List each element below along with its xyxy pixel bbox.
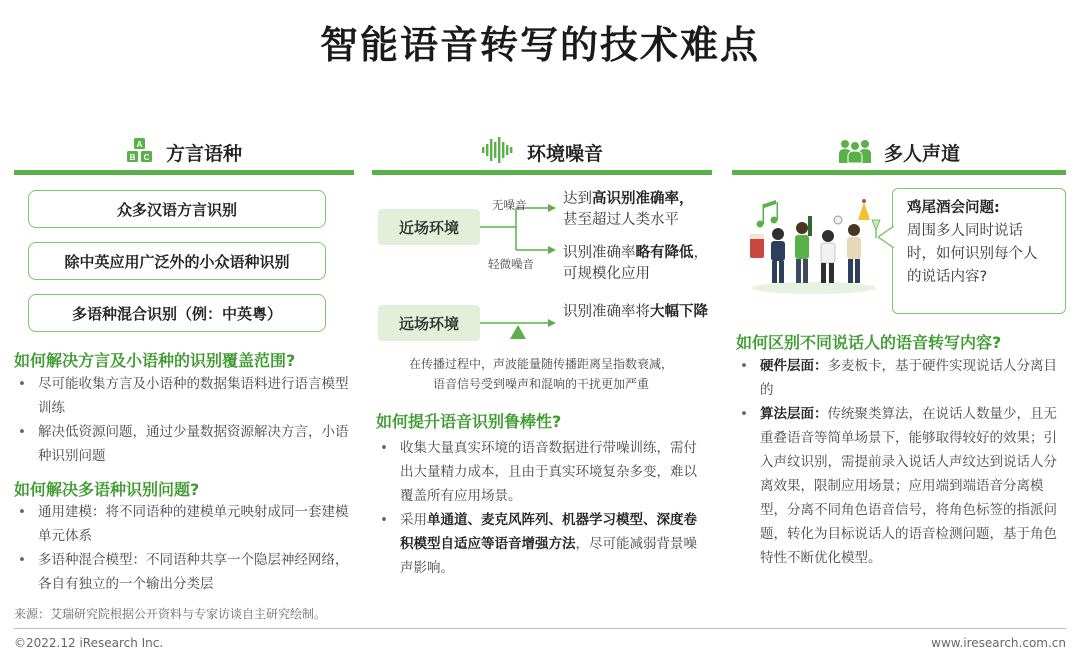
light-noise-label: 轻微噪音 [488, 257, 534, 271]
no-noise-label: 无噪音 [492, 198, 527, 212]
list-highlight: 算法层面： [760, 406, 828, 422]
column-heading-text: 环境噪音 [526, 142, 603, 165]
list-item [736, 402, 1068, 570]
website-url: www.iresearch.com.cn [931, 636, 1066, 650]
list-item: • 解决低资源问题，通过少量数据资源解决方言，小语种识别问题 [14, 420, 350, 468]
result-text: 识别准确率 [563, 245, 636, 261]
mixed-language-item: 多语种混合识别（例：中英粤） [28, 294, 326, 332]
column-heading-text: 多人声道 [883, 142, 960, 165]
note-line: 在传播过程中，声波能量随传播距离呈指数衰减， [408, 357, 673, 371]
column-heading-dialect [14, 136, 354, 168]
list-text: 采用 [400, 512, 427, 528]
near-quiet-result [563, 189, 711, 231]
result-text: 达到 [563, 191, 592, 207]
list-highlight: 硬件层面： [760, 358, 828, 374]
divider [372, 170, 712, 175]
list-highlight: 单通道、麦克风阵列、机器学习模型、深度卷积模型自适应等语音增强方法 [400, 512, 697, 552]
list-item [376, 508, 706, 580]
list-item: • 收集大量真实环境的语音数据进行带噪训练，需付出大量精力成本，且由于真实环境复杂多变，难以覆盖所有应用场景。 [376, 436, 706, 508]
column-heading-text: 方言语种 [165, 142, 242, 165]
cocktail-party-illustration [744, 190, 884, 300]
abc-blocks-icon [126, 137, 154, 168]
cocktail-party-callout [892, 188, 1066, 314]
list-item: • 尽可能收集方言及小语种的数据集语料进行语言模型训练 [14, 372, 350, 420]
question-heading: 如何提升语音识别鲁棒性? [376, 412, 562, 431]
footer-divider [14, 628, 1066, 629]
svg-text:A: A [136, 139, 143, 149]
list-text: 传统聚类算法，在说话人数量少，且无重叠语音等简单场景下，能够取得较好的效果；引入声纹识别，需提前录入说话人声纹达到说话人分离效果，限制应用场景；应用端到端语音分离模型，分离不同角色语音信号，将角色标签的指派问题，转化为目标说话人的语音检测问题，基于角色特性不断优化模型。 [760, 406, 1057, 566]
far-field-result [563, 302, 711, 323]
callout-body: 周围多人同时说话时，如何识别每个人的说话内容? [907, 223, 1038, 285]
list-text: 多麦板卡，基于硬件实现说话人分离目的 [760, 358, 1057, 398]
near-field-box: 近场环境 [378, 209, 480, 245]
callout-title: 鸡尾酒会问题: [907, 200, 1000, 216]
result-text: 甚至超过人类水平 [563, 212, 679, 228]
column-heading-multi-speaker [732, 136, 1066, 168]
sound-wave-icon [481, 137, 515, 168]
svg-text:C: C [143, 152, 150, 162]
result-text: ，可规模化应用 [563, 245, 708, 282]
column-heading-noise [372, 136, 712, 168]
page-title: 智能语音转写的技术难点 [319, 23, 760, 67]
note-line: 语音信号受到噪声和混响的干扰更加严重 [432, 377, 649, 391]
list-item: • 多语种混合模型：不同语种共享一个隐层神经网络，各自有独立的一个输出分类层 [14, 548, 350, 596]
near-noisy-result [563, 243, 711, 285]
bullet-list [14, 500, 350, 596]
question-heading: 如何区别不同说话人的语音转写内容? [736, 333, 1002, 352]
far-field-box: 远场环境 [378, 305, 480, 341]
minority-language-item: 除中英应用广泛外的小众语种识别 [28, 242, 326, 280]
divider [732, 170, 1066, 175]
dialect-item: 众多汉语方言识别 [28, 190, 326, 228]
divider [14, 170, 354, 175]
copyright: ©2022.12 iResearch Inc. [14, 636, 164, 650]
callout-pointer [878, 226, 894, 248]
result-highlight: 略有降低 [635, 245, 694, 261]
svg-text:B: B [129, 152, 136, 162]
question-heading: 如何解决多语种识别问题? [14, 480, 200, 499]
people-group-icon [838, 137, 872, 168]
result-highlight: 高识别准确率， [592, 191, 694, 207]
bullet-list [736, 354, 1068, 570]
source-note: 来源：艾瑞研究院根据公开资料与专家访谈自主研究绘制。 [14, 607, 327, 621]
list-text: ，尽可能减弱背景噪声影响。 [400, 536, 697, 576]
bullet-list [14, 372, 350, 468]
result-text: 识别准确率将 [563, 304, 650, 320]
list-item: • 通用建模：将不同语种的建模单元映射成同一套建模单元体系 [14, 500, 350, 548]
question-heading: 如何解决方言及小语种的识别覆盖范围? [14, 351, 296, 370]
bullet-list [376, 436, 706, 580]
attenuation-note [376, 354, 706, 394]
list-item [736, 354, 1068, 402]
result-highlight: 大幅下降 [650, 304, 708, 320]
